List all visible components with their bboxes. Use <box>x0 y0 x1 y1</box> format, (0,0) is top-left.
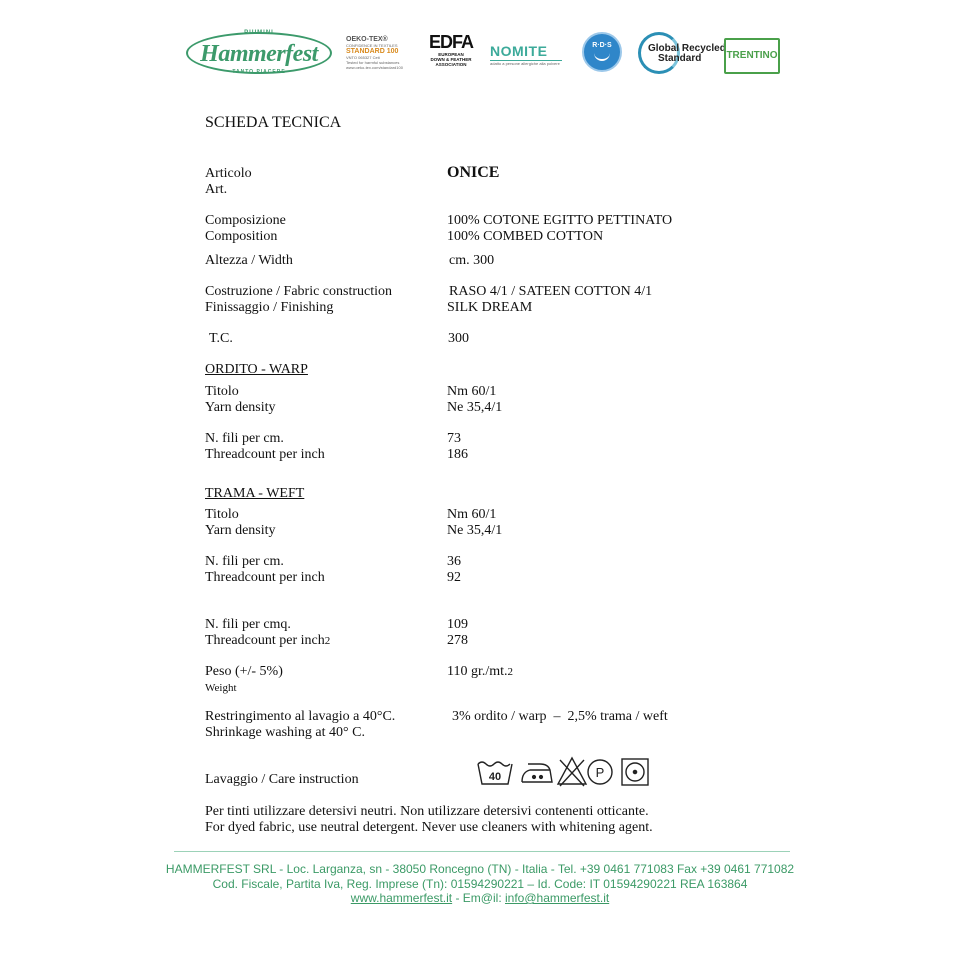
inch2-value: 278 <box>447 633 468 648</box>
grs-text <box>648 44 726 64</box>
weft-fili-value: 36 <box>447 554 461 569</box>
oekotex-standard: STANDARD 100 <box>346 48 399 55</box>
inch2-label-row <box>205 633 330 649</box>
altezza-label: Altezza / Width <box>205 253 293 268</box>
warp-fili-value: 73 <box>447 431 461 446</box>
hammerfest-logo-tag: TANTO PIACERE <box>232 69 286 75</box>
weft-threadcount-value: 92 <box>447 570 461 585</box>
peso-value: 110 gr./mt. <box>447 664 508 679</box>
footer-contacts <box>0 891 960 905</box>
care-symbols <box>476 754 654 790</box>
hammerfest-logo-word: Hammerfest <box>200 41 318 67</box>
rds-logo <box>582 32 622 72</box>
website-link[interactable]: www.hammerfest.it <box>350 891 453 905</box>
composition-value: 100% COMBED COTTON <box>447 229 604 244</box>
peso-value-row <box>447 664 513 680</box>
email-link[interactable]: info@hammerfest.it <box>505 891 610 905</box>
footer-divider <box>174 851 790 852</box>
shrinkage-label: Shrinkage washing at 40° C. <box>205 725 365 740</box>
footer-address: HAMMERFEST SRL - Loc. Larganza, sn - 38050 Roncegno (TN) - Italia - Tel. +39 0461 771083 Fax +39 0461 771082 <box>165 862 795 876</box>
rds-smile-icon <box>594 51 610 61</box>
nomite-word: NOMITE <box>490 43 548 59</box>
grs-line2: Standard <box>658 53 702 64</box>
weft-heading: TRAMA - WEFT <box>205 486 305 501</box>
edfa-line3: ASSOCIATION <box>435 62 467 67</box>
warp-heading: ORDITO - WARP <box>205 362 308 377</box>
warp-fili-label: N. fili per cm. <box>205 431 284 446</box>
wash-temp-label: 40 <box>488 771 502 783</box>
tc-label: T.C. <box>209 331 233 346</box>
edfa-logo <box>426 32 476 74</box>
oekotex-line1: CONFIDENCE IN TEXTILES <box>346 43 398 48</box>
wash-40-icon <box>478 762 512 784</box>
nomite-logo <box>490 44 562 66</box>
warp-titolo-label: Titolo <box>205 384 239 399</box>
warp-yarn-value: Ne 35,4/1 <box>447 400 503 415</box>
warp-threadcount-value: 186 <box>447 447 468 462</box>
tc-value: 300 <box>448 331 469 346</box>
oekotex-code: VNTO 065327 Ceti <box>346 55 380 60</box>
edfa-line2: DOWN & FEATHER <box>430 57 472 62</box>
restringimento-value: 3% ordito / warp – 2,5% trama / weft <box>452 709 668 724</box>
footer-company-codes: Cod. Fiscale, Partita Iva, Reg. Imprese (Tn): 01594290221 – Id. Code: IT 01594290221 REA 163864 <box>212 877 748 891</box>
rds-text: R·D·S <box>592 42 612 49</box>
weft-titolo-label: Titolo <box>205 507 239 522</box>
peso-exponent: 2 <box>507 666 514 678</box>
no-bleach-icon <box>558 758 586 786</box>
iron-two-dots-icon <box>522 764 552 782</box>
weft-titolo-value: Nm 60/1 <box>447 507 497 522</box>
weft-fili-label: N. fili per cm. <box>205 554 284 569</box>
care-label: Lavaggio / Care instruction <box>205 772 359 787</box>
warp-titolo-value: Nm 60/1 <box>447 384 497 399</box>
oekotex-logo <box>346 36 412 76</box>
edfa-big: EDFA <box>428 32 473 52</box>
composizione-value: 100% COTONE EGITTO PETTINATO <box>447 213 673 228</box>
note-italian: Per tinti utilizzare detersivi neutri. Non utilizzare detersivi contenenti otticante. <box>205 804 649 819</box>
composition-label: Composition <box>205 229 278 244</box>
finissaggio-label: Finissaggio / Finishing <box>205 300 334 315</box>
edfa-line1: EUROPEAN <box>438 52 464 57</box>
certification-logos <box>186 26 786 82</box>
warp-yarn-label: Yarn density <box>205 400 276 415</box>
altezza-value: cm. 300 <box>449 253 495 268</box>
weight-label: Weight <box>205 682 237 694</box>
weft-yarn-label: Yarn density <box>205 523 276 538</box>
tumble-dry-icon <box>622 759 648 785</box>
cmq-value: 109 <box>447 617 468 632</box>
articolo-label: Articolo <box>205 166 252 181</box>
grs-logo <box>638 32 726 76</box>
oekotex-url: www.oeko-tex.com/standard100 <box>346 65 403 70</box>
hammerfest-logo <box>186 28 332 76</box>
peso-label: Peso (+/- 5%) <box>205 664 283 679</box>
weft-threadcount-label: Threadcount per inch <box>205 570 325 585</box>
note-english: For dyed fabric, use neutral detergent. Never use cleaners with whitening agent. <box>205 820 653 835</box>
cmq-label: N. fili per cmq. <box>205 617 291 632</box>
costruzione-label: Costruzione / Fabric construction <box>205 284 393 299</box>
finissaggio-value: SILK DREAM <box>447 300 533 315</box>
oekotex-tested: Tested for harmful substances <box>346 60 400 65</box>
composizione-label: Composizione <box>205 213 286 228</box>
grs-line1: Global Recycled <box>648 43 726 54</box>
art-label: Art. <box>205 182 228 197</box>
trentino-logo: TRENTINO <box>724 38 780 74</box>
hammerfest-logo-top: PIUMINI <box>244 30 274 36</box>
nomite-sub: adatto a persone allergiche alla polvere <box>490 61 560 66</box>
inch2-exponent: 2 <box>324 635 331 647</box>
document-title: SCHEDA TECNICA <box>205 114 342 131</box>
articolo-value: ONICE <box>447 164 500 181</box>
costruzione-value: RASO 4/1 / SATEEN COTTON 4/1 <box>449 284 653 299</box>
inch2-label: Threadcount per inch <box>205 633 325 648</box>
footer-separator: - Em@il: <box>452 891 505 905</box>
oekotex-name: OEKO-TEX® <box>346 36 388 43</box>
dry-clean-p-icon <box>588 760 612 784</box>
dry-clean-letter: P <box>595 765 605 780</box>
restringimento-label: Restringimento al lavagio a 40°C. <box>205 709 396 724</box>
warp-threadcount-label: Threadcount per inch <box>205 447 325 462</box>
weft-yarn-value: Ne 35,4/1 <box>447 523 503 538</box>
